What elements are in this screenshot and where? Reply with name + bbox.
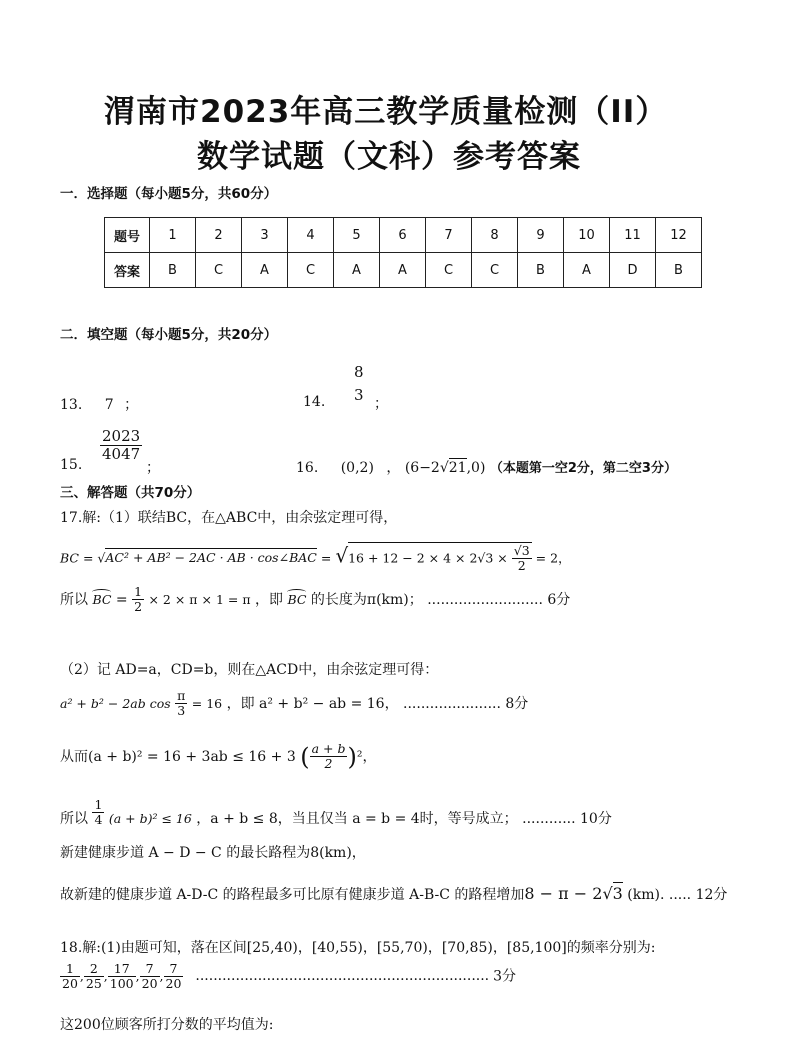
q13-label: 13. xyxy=(60,397,83,413)
q17-part2-line1: （2）记 AD=a，CD=b，则在△ACD中，由余弦定理可得： xyxy=(60,662,439,678)
q17-part5: 新建健康步道 A − D − C 的最长路程为8(km)， xyxy=(60,845,366,861)
sqrt-icon: √ xyxy=(335,543,349,568)
q17-bc-frac-num: √3 xyxy=(513,543,530,558)
q15-fraction xyxy=(100,428,142,464)
q17-p4-expr: (a + b)² ≤ 16 xyxy=(108,810,192,826)
q17-p3-sq: ²， xyxy=(356,748,377,765)
q14-separator: ； xyxy=(374,396,388,412)
q17-bc-fraction xyxy=(512,544,532,574)
table-cell: D xyxy=(610,253,656,288)
table-cell: A xyxy=(380,253,426,288)
q14-label: 14. xyxy=(303,394,326,410)
table-cell: C xyxy=(288,253,334,288)
q16-value1: (0,2) xyxy=(340,460,374,476)
section3-heading: 三、解答题（共70分） xyxy=(60,485,201,501)
table-cell: B xyxy=(656,253,702,288)
q16-label: 16. xyxy=(296,460,319,476)
q17-arc-score: 6分 xyxy=(547,591,571,608)
q17-arc-post: 的长度为π(km)； xyxy=(310,591,423,608)
left-paren-icon: ( xyxy=(300,742,310,771)
table-cell: 10 xyxy=(564,218,610,253)
q17-part3 xyxy=(60,742,376,772)
q17-part4 xyxy=(60,798,612,828)
q16-score-note: （本题第一空2分，第二空3分） xyxy=(489,461,677,476)
q18-fraction xyxy=(108,962,136,992)
q17-part6 xyxy=(60,882,727,904)
q15-label: 15. xyxy=(60,457,83,473)
q18-frac-num: 7 xyxy=(169,961,178,976)
table-cell: 6 xyxy=(380,218,426,253)
q18-frac-den: 20 xyxy=(141,976,158,992)
q17-p4-dots: ............ xyxy=(522,810,576,827)
q15-numerator: 2023 xyxy=(102,427,141,445)
q17-p3-a: 从而(a + b)² = 16 + 3ab ≤ 16 + 3 xyxy=(60,748,296,765)
table-cell: 7 xyxy=(426,218,472,253)
q17-p2-pi-frac xyxy=(175,689,187,719)
q17-p4-pre: 所以 xyxy=(60,810,88,827)
q17-p4-fraction xyxy=(92,798,104,828)
q16-comma: ， xyxy=(386,460,401,476)
q17-line1: 17.解:（1）联结BC，在△ABC中，由余弦定理可得， xyxy=(60,510,398,526)
q17-arc-pre: 所以 xyxy=(60,591,88,608)
table-cell: 11 xyxy=(610,218,656,253)
q18-fraction xyxy=(84,962,104,992)
q17-bc-result: = 2， xyxy=(535,550,571,566)
q17-p2-mid: ，即 a² + b² − ab = 16， xyxy=(226,695,399,712)
table-cell: 5 xyxy=(334,218,380,253)
q17-p6-score: 12分 xyxy=(695,887,728,903)
section1-heading: 一．选择题（每小题5分，共60分） xyxy=(60,186,278,202)
q16-value2-a: (6−2 xyxy=(404,460,440,476)
table-cell: 4 xyxy=(288,218,334,253)
table-cell: 12 xyxy=(656,218,702,253)
q17-arc-eq: = xyxy=(115,591,128,608)
q17-p2-pi: π xyxy=(177,688,186,703)
q18-dots: .................................................................. xyxy=(195,968,490,985)
section2-heading: 二．填空题（每小题5分，共20分） xyxy=(60,327,278,343)
q18-frac-den: 100 xyxy=(109,976,134,992)
q17-p4-score: 10分 xyxy=(580,810,612,827)
q18-frac-num: 2 xyxy=(89,961,98,976)
q17-p6-d: (km). xyxy=(627,887,665,903)
q18-frac-den: 25 xyxy=(85,976,102,992)
q17-arc-mid: ，即 xyxy=(254,591,283,608)
q18-fraction xyxy=(164,962,184,992)
q14-numerator: 8 xyxy=(354,363,364,381)
answer-table xyxy=(104,217,702,288)
q16-answer xyxy=(296,457,677,477)
q17-p2-eq-a: a² + b² − 2ab cos xyxy=(60,695,171,711)
table-cell: A xyxy=(334,253,380,288)
table-cell: A xyxy=(242,253,288,288)
q17-p2-eq-b: = 16 xyxy=(191,695,223,711)
q13-value: 7 xyxy=(104,397,114,413)
table-cell: 9 xyxy=(518,218,564,253)
q17-p4-num: 1 xyxy=(94,797,103,812)
q18-frac-num: 7 xyxy=(145,961,154,976)
q15-denominator: 4047 xyxy=(102,445,141,464)
q17-arc-bc: BC xyxy=(92,591,112,607)
q17-p6-dots: ..... xyxy=(668,887,692,903)
q18-fraction xyxy=(60,962,80,992)
table-row-numbers xyxy=(105,218,702,253)
q17-bc-equals: = xyxy=(320,550,332,566)
q17-arc-bc2: BC xyxy=(287,591,307,607)
q17-p4-den: 4 xyxy=(94,812,103,828)
q17-arc-half-num: 1 xyxy=(134,584,143,599)
q18-line1: 18.解:(1)由题可知，落在区间[25,40)，[40,55)，[55,70)，[70,85)，[85,100]的频率分别为: xyxy=(60,940,656,956)
q17-bc-frac-den: 2 xyxy=(512,558,532,573)
q18-fractions: $\frac{1}{20}$ , $\frac{2}{25}$ , $\frac{17}{100}$ , $\frac{7}{20}$ , $\frac{7}{20}$ .................................................................. 3分 xyxy=(62,961,517,992)
q17-bc-radicand: AC² + AB² − 2AC · AB · cos∠BAC xyxy=(105,550,317,566)
q18-frac-num: 17 xyxy=(113,961,130,976)
q17-arc-dots: .......................... xyxy=(427,591,543,608)
q14-fraction xyxy=(352,364,366,405)
q17-p2-three: 3 xyxy=(175,703,187,718)
q17-arc-half xyxy=(132,585,144,615)
q18-line3: 这200位顾客所打分数的平均值为: xyxy=(60,1017,274,1033)
table-cell: C xyxy=(472,253,518,288)
q15-separator: ； xyxy=(146,460,160,476)
q17-arc-expr: × 2 × π × 1 = π xyxy=(148,591,251,607)
q17-arc-line xyxy=(60,585,570,615)
q16-value2-radicand: 21 xyxy=(448,460,467,476)
q18-frac-num: 1 xyxy=(65,961,74,976)
table-row-answers xyxy=(105,253,702,288)
right-paren-icon: ) xyxy=(347,742,357,771)
table-cell: 2 xyxy=(196,218,242,253)
q17-p4-mid: ，a + b ≤ 8，当且仅当 a = b = 4时，等号成立； xyxy=(196,810,518,827)
q17-p3-num: a + b xyxy=(311,741,346,756)
q17-p3-den: 2 xyxy=(310,756,348,771)
table-cell: 8 xyxy=(472,218,518,253)
q13-answer xyxy=(60,394,138,414)
q17-p3-fraction xyxy=(310,742,348,772)
table-cell: C xyxy=(426,253,472,288)
page-title-line1: 渭南市2023年高三教学质量检测（II） xyxy=(104,94,668,130)
table-cell: B xyxy=(150,253,196,288)
q17-part2-eq xyxy=(60,689,528,719)
page-title-line2: 数学试题（文科）参考答案 xyxy=(197,139,581,175)
table-cell: C xyxy=(196,253,242,288)
q14-denominator: 3 xyxy=(354,386,364,405)
table-header-cell: 答案 xyxy=(105,253,150,288)
q17-p2-score: 8分 xyxy=(505,695,529,712)
q17-p2-dots: ...................... xyxy=(403,695,501,712)
table-cell: B xyxy=(518,253,564,288)
q17-bc-formula xyxy=(60,542,571,574)
q17-bc-lhs: BC = xyxy=(60,550,94,566)
q13-separator: ； xyxy=(124,397,139,413)
q18-score: 3分 xyxy=(493,968,517,985)
q18-fraction xyxy=(140,962,160,992)
q17-p6-b: 8 − π − 2 xyxy=(524,884,603,903)
q18-frac-den: 20 xyxy=(62,976,78,992)
table-header-cell: 题号 xyxy=(105,218,150,253)
sqrt-icon: √ xyxy=(97,550,106,566)
q17-p6-a: 故新建的健康步道 A-D-C 的路程最多可比原有健康步道 A-B-C 的路程增加 xyxy=(60,887,525,903)
sqrt-icon: √ xyxy=(602,884,613,903)
q17-bc-expr: 16 + 12 − 2 × 4 × 2√3 × xyxy=(348,550,508,566)
q17-p6-c: 3 xyxy=(612,884,623,903)
sqrt-icon: √ xyxy=(439,460,449,476)
q17-bc-radicand2 xyxy=(348,542,532,574)
q16-value2-c: ,0) xyxy=(466,460,486,476)
q17-arc-half-den: 2 xyxy=(134,599,143,615)
q18-frac-den: 20 xyxy=(165,976,182,992)
table-cell: A xyxy=(564,253,610,288)
table-cell: 3 xyxy=(242,218,288,253)
table-cell: 1 xyxy=(150,218,196,253)
